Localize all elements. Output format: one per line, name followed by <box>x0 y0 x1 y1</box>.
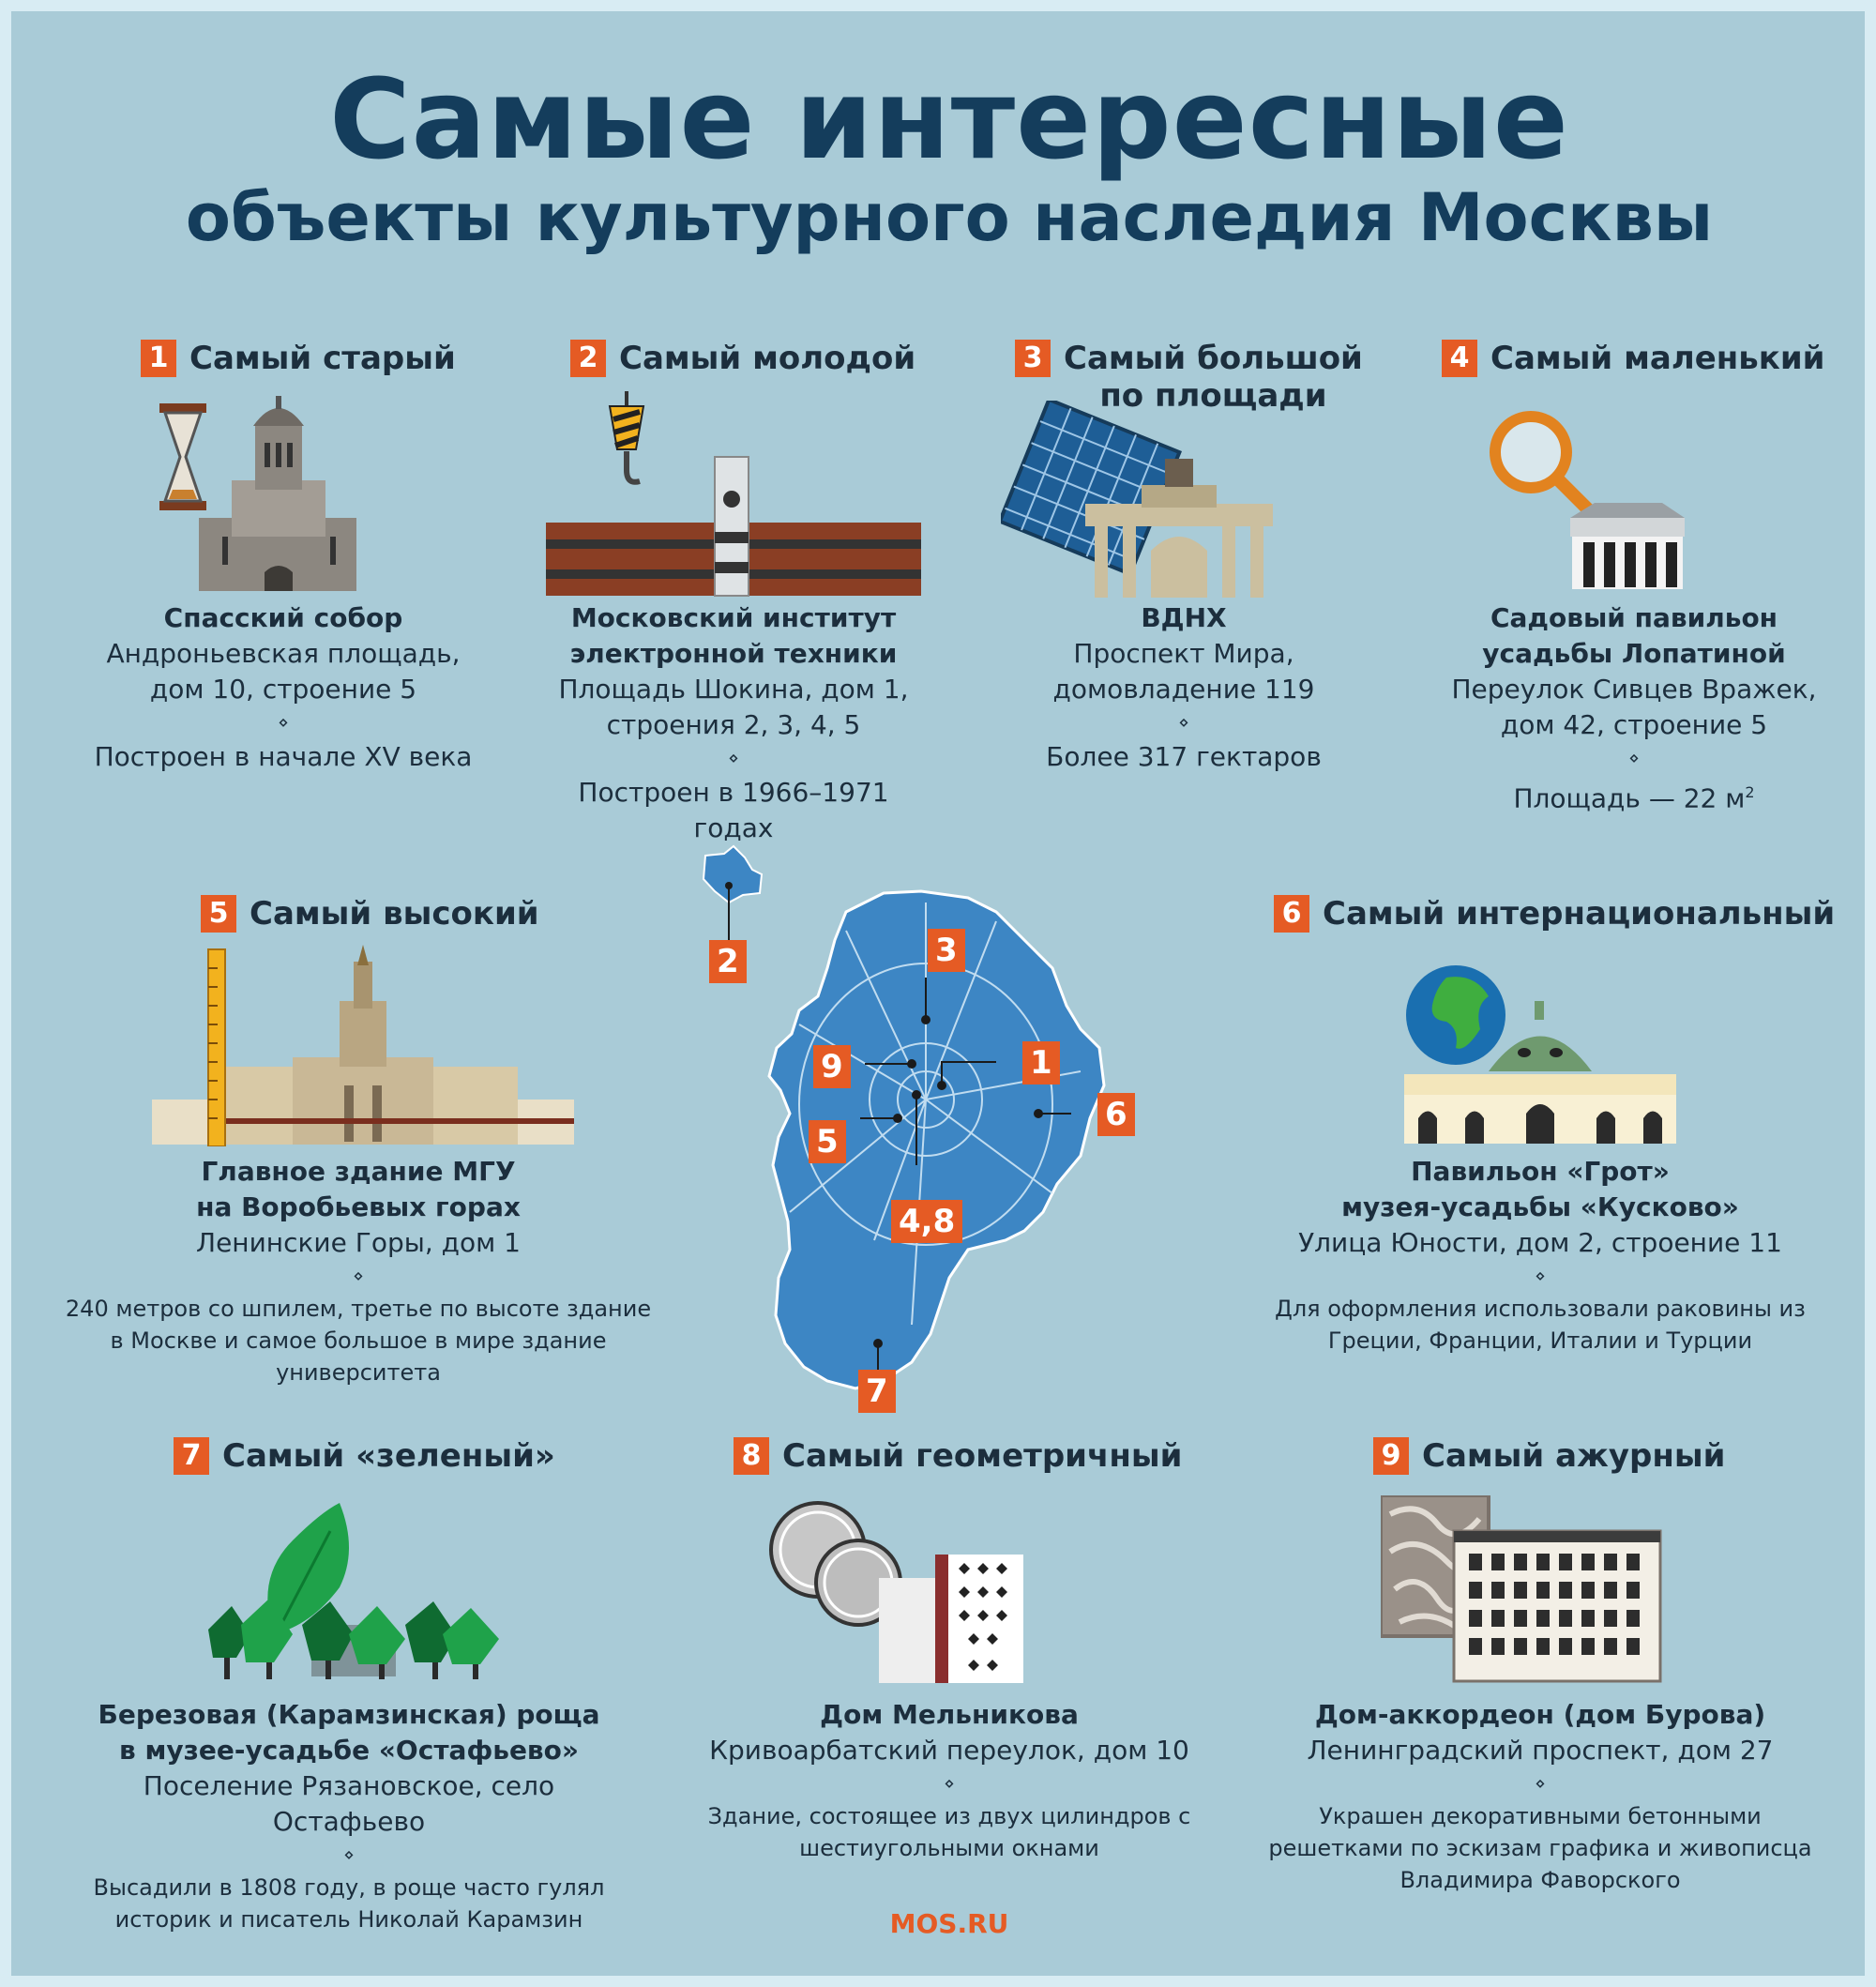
pavilion-magnifier-illustration <box>1484 405 1690 593</box>
object-name: Спасский собор <box>163 602 403 633</box>
object-name: Главное здание МГУ <box>201 1156 516 1187</box>
object-address-line2: дом 42, строение 5 <box>1500 709 1768 740</box>
item-number-badge: 6 <box>1274 895 1309 933</box>
brand-logo-text[interactable]: MOS.RU <box>889 1908 1009 1939</box>
object-fact: 240 метров со шпилем, третье по высоте здание <box>65 1296 652 1322</box>
object-address: Ленинские Горы, дом 1 <box>196 1227 521 1258</box>
birch-grove-illustration <box>189 1494 508 1681</box>
object-fact-line2: шестиугольными окнами <box>799 1835 1099 1861</box>
object-fact-line2: в Москве и самое большое в мире здание университета <box>110 1327 607 1386</box>
item-7-description <box>68 1697 630 1935</box>
object-name-line2: электронной техники <box>569 638 898 669</box>
heading-text: Самый ажурный <box>1422 1437 1726 1475</box>
heading-text: Самый интернациональный <box>1323 895 1836 933</box>
object-name: Дом-аккордеон (дом Бурова) <box>1314 1699 1766 1730</box>
diamond-separator: ⋄ <box>1178 713 1189 733</box>
item-9-heading <box>1373 1437 1725 1475</box>
institute-building-illustration <box>546 391 921 598</box>
object-fact: Для оформления использовали раковины из <box>1275 1296 1806 1322</box>
cathedral-hourglass-illustration <box>152 396 368 593</box>
item-number-badge: 5 <box>201 895 236 933</box>
item-number-badge: 3 <box>1015 340 1051 377</box>
globe-icon <box>1406 965 1505 1065</box>
object-address: Кривоарбатский переулок, дом 10 <box>709 1735 1189 1766</box>
map-label-9: 9 <box>813 1045 851 1088</box>
church-icon <box>199 396 356 591</box>
accordion-house-illustration <box>1381 1495 1662 1683</box>
object-fact: Здание, состоящее из двух цилиндров с <box>707 1803 1191 1829</box>
ruler-icon <box>208 949 225 1146</box>
item-8-heading <box>734 1437 1182 1475</box>
magnifier-icon <box>1495 417 1595 516</box>
object-address-line2: дом 10, строение 5 <box>149 674 417 705</box>
map-label-7: 7 <box>858 1370 896 1413</box>
item-3-description <box>987 600 1381 775</box>
zelenograd-area <box>704 846 762 940</box>
item-1-heading <box>141 340 456 377</box>
item-2-description <box>537 600 930 846</box>
item-2-heading <box>570 340 915 377</box>
item-5-heading <box>201 895 539 933</box>
heading-text: Самый старый <box>189 340 456 377</box>
diamond-separator: ⋄ <box>343 1845 355 1865</box>
item-number-badge: 1 <box>141 340 176 377</box>
item-9-description <box>1268 1697 1812 1896</box>
item-8-description <box>687 1697 1212 1864</box>
object-address: Андроньевская площадь, <box>106 638 461 669</box>
object-name-line2: на Воробьевых горах <box>196 1191 521 1222</box>
object-fact: Высадили в 1808 году, в роще часто гулял <box>93 1874 605 1901</box>
grotto-pavilion-illustration <box>1399 963 1681 1146</box>
object-name-line2: музея-усадьбы «Кусково» <box>1341 1191 1739 1222</box>
moscow-map <box>687 837 1174 1418</box>
object-fact-line2: историк и писатель Николай Карамзин <box>114 1906 583 1933</box>
map-label-2: 2 <box>709 940 747 983</box>
crane-hook-icon <box>610 391 643 482</box>
page-title: Самые интересные <box>329 54 1569 184</box>
item-number-badge: 7 <box>174 1437 209 1475</box>
map-label-1: 1 <box>1022 1041 1060 1085</box>
object-name: Садовый павильон <box>1490 602 1778 633</box>
item-6-heading <box>1274 895 1835 933</box>
object-fact: Более 317 гектаров <box>1046 741 1322 772</box>
diamond-separator: ⋄ <box>278 713 289 733</box>
diamond-separator: ⋄ <box>353 1267 364 1286</box>
hourglass-icon <box>159 403 206 510</box>
object-address: Переулок Сивцев Вражек, <box>1451 674 1817 705</box>
diamond-separator: ⋄ <box>1535 1267 1546 1286</box>
object-address: Поселение Рязановское, село Остафьево <box>143 1770 555 1837</box>
map-label-6: 6 <box>1097 1093 1135 1136</box>
map-label-5: 5 <box>809 1120 846 1163</box>
object-address: Проспект Мира, <box>1073 638 1294 669</box>
msu-building-illustration <box>152 945 574 1146</box>
item-5-description <box>49 1154 668 1388</box>
object-fact: Построен в 1966–1971 годах <box>578 777 889 843</box>
item-7-heading <box>174 1437 555 1475</box>
map-label-4-8: 4,8 <box>891 1200 962 1243</box>
object-fact-line3: Владимира Фаворского <box>1399 1867 1681 1893</box>
diamond-separator: ⋄ <box>1628 749 1640 768</box>
item-number-badge: 8 <box>734 1437 769 1475</box>
object-name: Московский институт <box>570 602 897 633</box>
item-number-badge: 4 <box>1442 340 1477 377</box>
object-fact: Площадь — 22 $м^2$ <box>1513 782 1755 814</box>
diamond-separator: ⋄ <box>944 1774 955 1794</box>
diamond-separator: ⋄ <box>728 749 739 768</box>
object-name: Дом Мельникова <box>820 1699 1079 1730</box>
object-name: Березовая (Карамзинская) роща <box>98 1699 600 1730</box>
heading-text: Самый «зеленый» <box>222 1437 555 1475</box>
item-number-badge: 2 <box>570 340 606 377</box>
object-fact-line2: решетками по эскизам графика и живописца <box>1268 1835 1812 1861</box>
heading-text: Самый геометричный <box>782 1437 1183 1475</box>
heading-text: Самый молодой <box>619 340 916 377</box>
object-name: ВДНХ <box>1141 602 1227 633</box>
item-number-badge: 9 <box>1373 1437 1409 1475</box>
melnikov-house-illustration <box>766 1498 1038 1686</box>
heading-text: Самый маленький <box>1490 340 1825 377</box>
object-address-line2: домовладение 119 <box>1052 674 1315 705</box>
heading-text-line2: по площади <box>1099 377 1327 415</box>
item-4-heading <box>1442 340 1825 377</box>
object-name: Павильон «Грот» <box>1411 1156 1670 1187</box>
map-label-3: 3 <box>928 929 965 972</box>
object-name-line2: в музее-усадьбе «Остафьево» <box>119 1735 579 1766</box>
object-address: Ленинградский проспект, дом 27 <box>1307 1735 1774 1766</box>
object-fact: Украшен декоративными бетонными <box>1319 1803 1762 1829</box>
diamond-separator: ⋄ <box>1535 1774 1546 1794</box>
item-1-description <box>86 600 480 775</box>
object-fact: Построен в начале XV века <box>94 741 473 772</box>
object-fact-line2: Греции, Франции, Италии и Турции <box>1327 1327 1753 1354</box>
page-subtitle: объекты культурного наследия Москвы <box>185 179 1714 256</box>
object-address: Площадь Шокина, дом 1, <box>558 674 909 705</box>
item-4-description <box>1437 600 1831 816</box>
item-6-description <box>1268 1154 1812 1357</box>
vdnh-arch-illustration <box>1001 401 1282 598</box>
object-address-line2: строения 2, 3, 4, 5 <box>606 709 861 740</box>
heading-text: Самый высокий <box>250 895 539 933</box>
object-name-line2: усадьбы Лопатиной <box>1482 638 1786 669</box>
object-address: Улица Юности, дом 2, строение 11 <box>1298 1227 1782 1258</box>
heading-text: Самый большой <box>1064 340 1363 377</box>
